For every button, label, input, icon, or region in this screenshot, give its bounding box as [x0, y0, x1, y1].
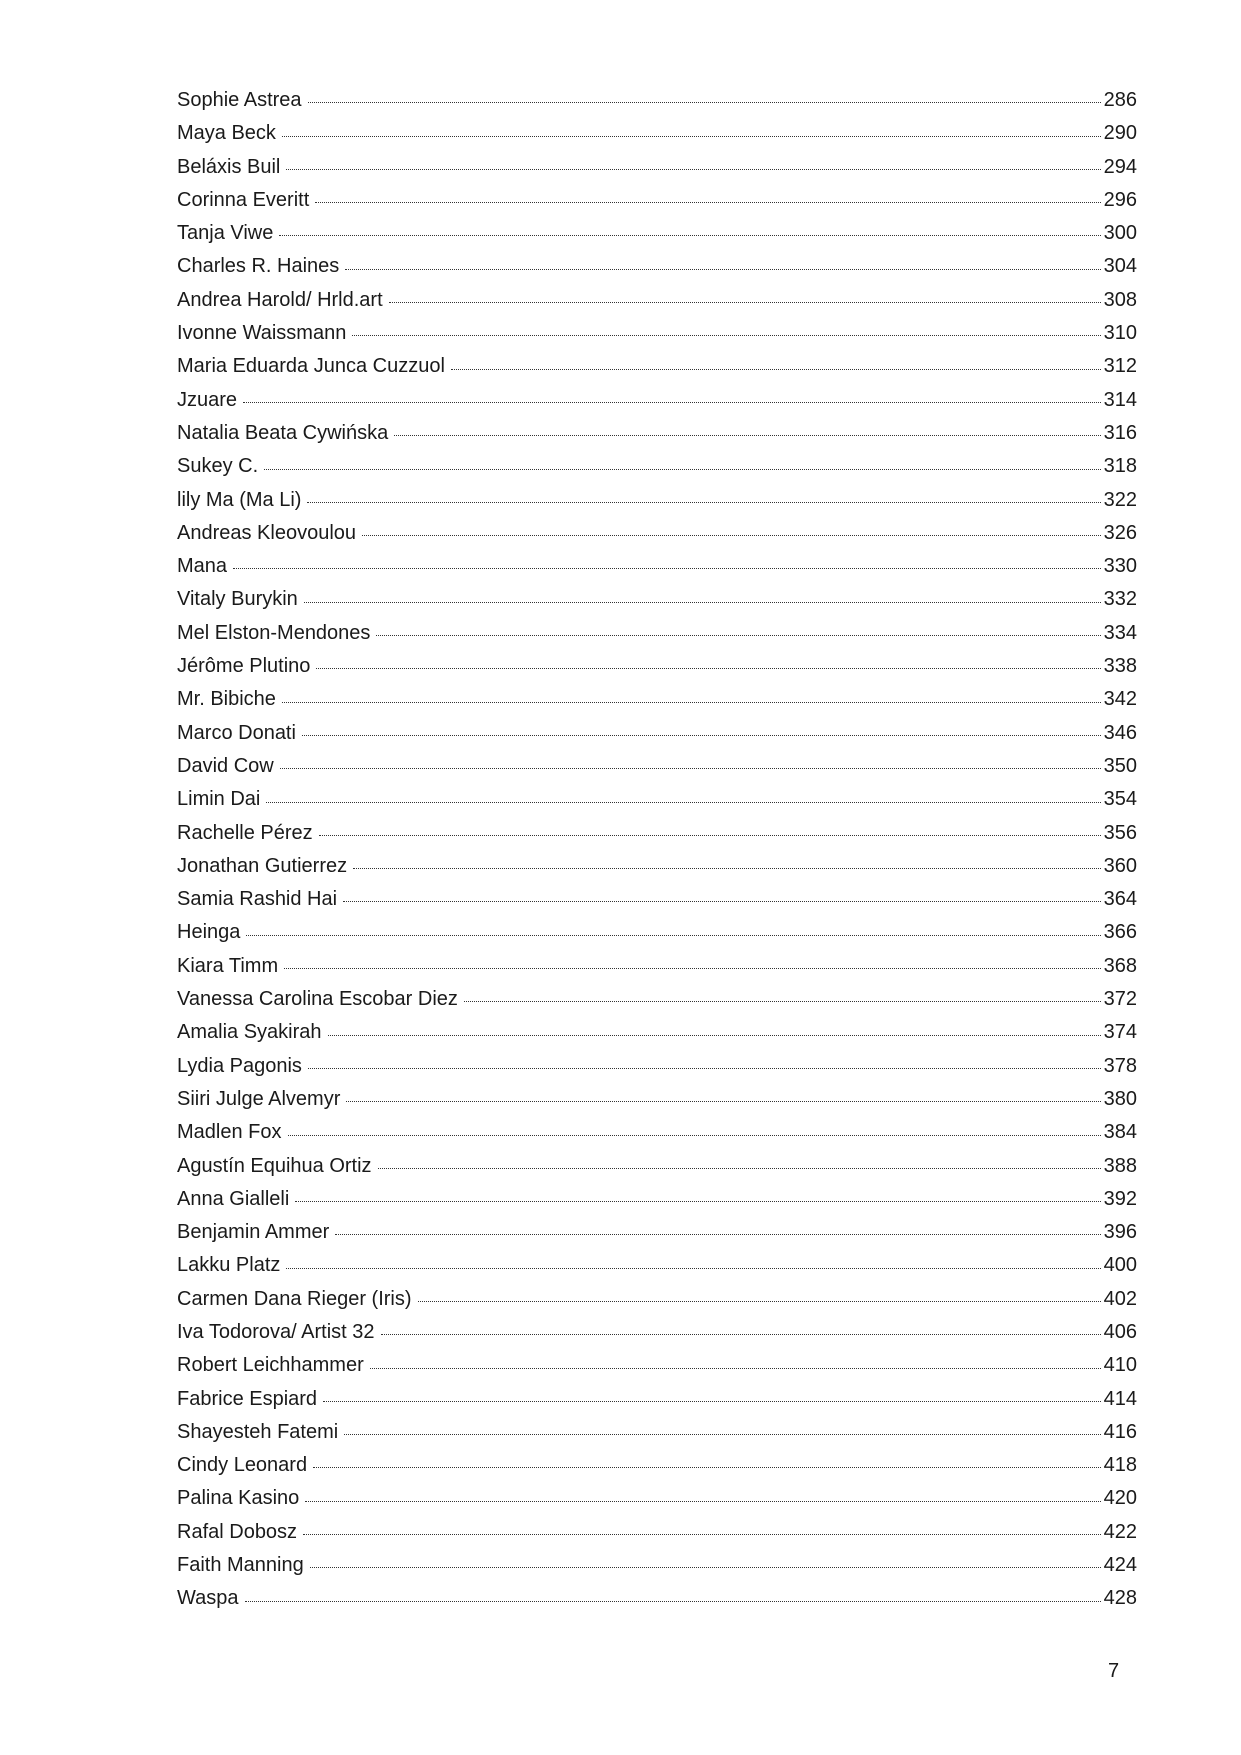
toc-entry-page: 384	[1103, 1121, 1137, 1144]
toc-entry-page: 420	[1103, 1487, 1137, 1510]
toc-entry-page: 350	[1103, 754, 1137, 777]
toc-entry-page: 354	[1103, 788, 1137, 811]
toc-dot-leader	[370, 1367, 1101, 1369]
toc-entry	[177, 417, 1137, 450]
toc-entry-name: Andreas Kleovoulou	[177, 521, 357, 544]
toc-dot-leader	[346, 1100, 1100, 1102]
toc-entry-name: Carmen Dana Rieger (Iris)	[177, 1287, 412, 1310]
toc-entry-page: 402	[1103, 1287, 1137, 1310]
toc-entry	[177, 550, 1137, 583]
toc-entry	[177, 317, 1137, 350]
toc-dot-leader	[323, 1400, 1101, 1402]
toc-dot-leader	[343, 900, 1101, 902]
toc-entry-page: 330	[1103, 555, 1137, 578]
toc-entry-page: 414	[1103, 1387, 1137, 1410]
toc-entry-page: 378	[1103, 1054, 1137, 1077]
toc-entry-name: Vanessa Carolina Escobar Diez	[177, 988, 458, 1011]
toc-entry-name: Jonathan Gutierrez	[177, 854, 348, 877]
toc-entry-name: Charles R. Haines	[177, 255, 340, 278]
toc-dot-leader	[310, 1566, 1101, 1568]
toc-entry-name: Jérôme Plutino	[177, 655, 311, 678]
toc-entry-name: Cindy Leonard	[177, 1454, 308, 1477]
toc-entry-page: 312	[1103, 355, 1137, 378]
toc-dot-leader	[266, 801, 1100, 803]
toc-entry	[177, 184, 1137, 217]
toc-entry	[177, 284, 1137, 317]
toc-entry	[177, 817, 1137, 850]
toc-entry-page: 296	[1103, 188, 1137, 211]
toc-entry	[177, 117, 1137, 150]
toc-entry	[177, 1283, 1137, 1316]
toc-entry	[177, 950, 1137, 983]
toc-entry-name: Anna Gialleli	[177, 1187, 290, 1210]
toc-dot-leader	[308, 101, 1101, 103]
toc-entry	[177, 1150, 1137, 1183]
toc-entry	[177, 1416, 1137, 1449]
toc-entry	[177, 84, 1137, 117]
toc-dot-leader	[451, 368, 1101, 370]
toc-entry-page: 356	[1103, 821, 1137, 844]
toc-entry	[177, 883, 1137, 916]
toc-entry-name: Kiara Timm	[177, 954, 279, 977]
toc-entry	[177, 583, 1137, 616]
toc-entry	[177, 450, 1137, 483]
toc-dot-leader	[304, 601, 1101, 603]
toc-dot-leader	[280, 767, 1101, 769]
toc-entry-name: Benjamin Ammer	[177, 1221, 330, 1244]
toc-entry	[177, 1582, 1137, 1615]
toc-dot-leader	[282, 135, 1101, 137]
toc-entry	[177, 484, 1137, 517]
toc-dot-leader	[305, 1500, 1100, 1502]
toc-dot-leader	[394, 434, 1100, 436]
toc-entry-page: 410	[1103, 1354, 1137, 1377]
toc-entry-page: 418	[1103, 1454, 1137, 1477]
toc-dot-leader	[362, 534, 1101, 536]
toc-entry-name: Waspa	[177, 1587, 239, 1610]
toc-entry-name: Beláxis Buil	[177, 155, 281, 178]
toc-entry-name: lily Ma (Ma Li)	[177, 488, 302, 511]
toc-entry	[177, 783, 1137, 816]
toc-entry	[177, 1016, 1137, 1049]
toc-entry-name: Ivonne Waissmann	[177, 322, 347, 345]
toc-dot-leader	[352, 334, 1100, 336]
toc-entry-page: 310	[1103, 322, 1137, 345]
toc-entry	[177, 750, 1137, 783]
toc-entry-page: 424	[1103, 1554, 1137, 1577]
toc-dot-leader	[279, 234, 1100, 236]
toc-entry-name: Sophie Astrea	[177, 89, 302, 111]
toc-entry	[177, 1482, 1137, 1515]
toc-entry-name: Andrea Harold/ Hrld.art	[177, 288, 383, 311]
toc-entry-page: 308	[1103, 288, 1137, 311]
toc-entry-name: Iva Todorova/ Artist 32	[177, 1320, 375, 1343]
toc-dot-leader	[344, 1433, 1100, 1435]
toc-entry-page: 286	[1103, 89, 1137, 111]
toc-entry-name: Heinga	[177, 921, 241, 944]
toc-entry	[177, 850, 1137, 883]
toc-entry-page: 294	[1103, 155, 1137, 178]
toc-dot-leader	[302, 734, 1101, 736]
toc-dot-leader	[286, 168, 1100, 170]
toc-entry-page: 322	[1103, 488, 1137, 511]
toc-entry-page: 422	[1103, 1520, 1137, 1543]
toc-entry-name: Rachelle Pérez	[177, 821, 313, 844]
toc-dot-leader	[245, 1600, 1101, 1602]
toc-entry-name: Tanja Viwe	[177, 222, 274, 245]
toc-entry	[177, 916, 1137, 949]
toc-dot-leader	[313, 1466, 1101, 1468]
toc-dot-leader	[335, 1233, 1100, 1235]
toc-entry-page: 326	[1103, 521, 1137, 544]
toc-entry	[177, 1349, 1137, 1382]
toc-entry	[177, 350, 1137, 383]
toc-dot-leader	[389, 301, 1101, 303]
toc-entry-page: 360	[1103, 854, 1137, 877]
toc-entry-page: 316	[1103, 421, 1137, 444]
toc-entry	[177, 1216, 1137, 1249]
toc-entry-name: Madlen Fox	[177, 1121, 282, 1144]
toc-entry	[177, 1050, 1137, 1083]
toc-dot-leader	[233, 567, 1101, 569]
toc-dot-leader	[319, 834, 1101, 836]
toc-entry-page: 300	[1103, 222, 1137, 245]
toc-dot-leader	[286, 1267, 1100, 1269]
toc-entry-page: 338	[1103, 655, 1137, 678]
toc-dot-leader	[295, 1200, 1100, 1202]
toc-entry-name: Palina Kasino	[177, 1487, 300, 1510]
toc-entry	[177, 1083, 1137, 1116]
toc-dot-leader	[315, 201, 1100, 203]
toc-entry-page: 428	[1103, 1587, 1137, 1610]
toc-entry-page: 332	[1103, 588, 1137, 611]
table-of-contents	[177, 84, 1137, 1616]
toc-entry	[177, 1316, 1137, 1349]
toc-entry	[177, 983, 1137, 1016]
toc-entry-page: 368	[1103, 954, 1137, 977]
toc-dot-leader	[345, 268, 1100, 270]
toc-entry-name: David Cow	[177, 754, 274, 777]
toc-entry-name: Fabrice Espiard	[177, 1387, 318, 1410]
toc-dot-leader	[328, 1034, 1101, 1036]
toc-entry-name: Maria Eduarda Junca Cuzzuol	[177, 355, 445, 378]
toc-entry	[177, 1549, 1137, 1582]
toc-entry-page: 334	[1103, 621, 1137, 644]
toc-dot-leader	[246, 934, 1100, 936]
toc-entry	[177, 1116, 1137, 1149]
toc-entry	[177, 617, 1137, 650]
toc-dot-leader	[284, 967, 1101, 969]
toc-entry-page: 392	[1103, 1187, 1137, 1210]
toc-dot-leader	[264, 468, 1100, 470]
toc-entry-name: Mana	[177, 555, 228, 578]
toc-dot-leader	[243, 401, 1101, 403]
toc-entry	[177, 384, 1137, 417]
toc-dot-leader	[307, 501, 1100, 503]
toc-entry-page: 372	[1103, 988, 1137, 1011]
toc-entry-name: Amalia Syakirah	[177, 1021, 322, 1044]
toc-entry-name: Siiri Julge Alvemyr	[177, 1087, 341, 1110]
toc-entry-name: Rafal Dobosz	[177, 1520, 298, 1543]
toc-dot-leader	[308, 1067, 1101, 1069]
toc-entry-page: 416	[1103, 1420, 1137, 1443]
toc-entry-name: Mel Elston-Mendones	[177, 621, 371, 644]
toc-entry-page: 406	[1103, 1320, 1137, 1343]
toc-entry	[177, 517, 1137, 550]
toc-entry	[177, 151, 1137, 184]
toc-entry-name: Shayesteh Fatemi	[177, 1420, 339, 1443]
toc-entry-page: 396	[1103, 1221, 1137, 1244]
toc-entry-page: 304	[1103, 255, 1137, 278]
toc-dot-leader	[353, 867, 1101, 869]
toc-dot-leader	[418, 1300, 1101, 1302]
toc-entry-name: Natalia Beata Cywińska	[177, 421, 389, 444]
toc-entry-name: Agustín Equihua Ortiz	[177, 1154, 372, 1177]
toc-entry	[177, 1449, 1137, 1482]
toc-entry-name: Sukey C.	[177, 455, 259, 478]
toc-entry	[177, 1183, 1137, 1216]
toc-entry	[177, 217, 1137, 250]
toc-dot-leader	[288, 1134, 1101, 1136]
toc-entry-page: 364	[1103, 888, 1137, 911]
toc-entry-name: Faith Manning	[177, 1554, 304, 1577]
toc-dot-leader	[381, 1333, 1101, 1335]
toc-entry	[177, 717, 1137, 750]
toc-entry-name: Mr. Bibiche	[177, 688, 276, 711]
toc-entry-page: 314	[1103, 388, 1137, 411]
toc-entry-name: Limin Dai	[177, 788, 261, 811]
toc-entry	[177, 1383, 1137, 1416]
toc-entry-name: Jzuare	[177, 388, 238, 411]
page-number: 7	[1108, 1660, 1120, 1682]
toc-entry	[177, 1516, 1137, 1549]
toc-entry-page: 388	[1103, 1154, 1137, 1177]
toc-entry-name: Corinna Everitt	[177, 188, 310, 211]
toc-dot-leader	[303, 1533, 1101, 1535]
toc-entry-name: Maya Beck	[177, 122, 276, 145]
toc-entry-page: 346	[1103, 721, 1137, 744]
toc-dot-leader	[282, 701, 1101, 703]
toc-entry-page: 290	[1103, 122, 1137, 145]
toc-entry-page: 318	[1103, 455, 1137, 478]
toc-entry-page: 380	[1103, 1087, 1137, 1110]
toc-entry	[177, 1249, 1137, 1282]
toc-dot-leader	[316, 667, 1100, 669]
toc-entry-page: 400	[1103, 1254, 1137, 1277]
toc-entry-page: 342	[1103, 688, 1137, 711]
toc-dot-leader	[378, 1167, 1101, 1169]
toc-entry-page: 366	[1103, 921, 1137, 944]
toc-entry-name: Robert Leichhammer	[177, 1354, 364, 1377]
toc-entry-page: 374	[1103, 1021, 1137, 1044]
toc-dot-leader	[376, 634, 1100, 636]
toc-dot-leader	[464, 1000, 1101, 1002]
toc-entry	[177, 683, 1137, 716]
toc-entry-name: Vitaly Burykin	[177, 588, 298, 611]
toc-entry-name: Samia Rashid Hai	[177, 888, 338, 911]
toc-entry-name: Lydia Pagonis	[177, 1054, 302, 1077]
toc-entry	[177, 250, 1137, 283]
toc-entry	[177, 650, 1137, 683]
toc-entry-name: Marco Donati	[177, 721, 296, 744]
toc-entry-name: Lakku Platz	[177, 1254, 281, 1277]
